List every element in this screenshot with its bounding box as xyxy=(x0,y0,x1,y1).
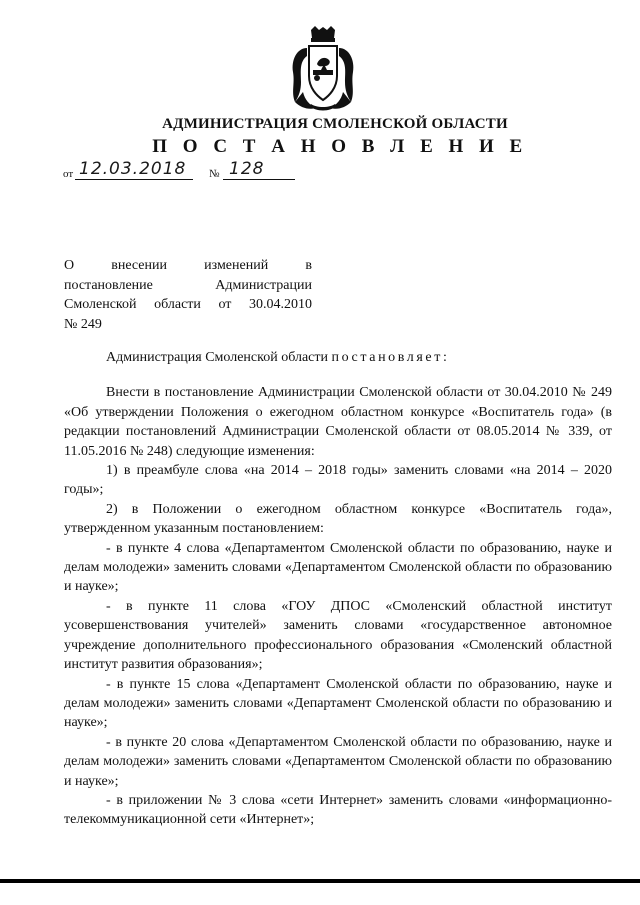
document-type-title: П О С Т А Н О В Л Е Н И Е xyxy=(152,136,528,157)
subject-word: постановление xyxy=(64,277,153,293)
body-paragraph: - в пункте 4 слова «Департаментом Смоленской области по образованию, науке и делам молодежи» заменить словами «Департаментом Смоленской области по образованию и науке»; xyxy=(64,540,612,595)
subject-line xyxy=(64,256,312,276)
registration-line xyxy=(63,159,303,186)
subject-word: области xyxy=(154,297,201,312)
body-paragraph: Внести в постановление Администрации Смоленской области от 30.04.2010 № 249 «Об утверждении Положения о ежегодном областном конкурсе «Воспитатель года» (в редакции постановлений Администрации Смоленской области от 08.05.2014 № 339, от 11.05.2016 № 248) следующие изменения: xyxy=(64,385,612,459)
intro-prefix: Администрация Смоленской области xyxy=(106,350,329,365)
subject-word: от xyxy=(218,297,232,312)
body-paragraph: 2) в Положении о ежегодном областном конкурсе «Воспитатель года», утвержденном указанным постановлением: xyxy=(64,501,612,537)
intro-spaced-word: постановляет: xyxy=(331,350,450,365)
number-underline xyxy=(223,179,295,180)
subject-line xyxy=(64,276,312,296)
subject-word: Смоленской xyxy=(64,297,137,312)
organization-name: АДМИНИСТРАЦИЯ СМОЛЕНСКОЙ ОБЛАСТИ xyxy=(162,116,508,132)
body-paragraph: - в приложении № 3 слова «сети Интернет» заменить словами «информационно-телекоммуникационной сети «Интернет»; xyxy=(64,792,612,828)
date-prefix: от xyxy=(63,168,74,180)
subject-block xyxy=(64,256,312,334)
smolensk-coat-of-arms-icon xyxy=(289,26,357,112)
subject-word: 30.04.2010 xyxy=(249,297,312,312)
subject-word: Администрации xyxy=(215,277,312,293)
body-paragraph: - в пункте 20 слова «Департаментом Смоленской области по образованию, науке и делам молодежи» заменить словами «Департаментом Смоленской области по образованию и науке»; xyxy=(64,734,612,789)
resolution-intro xyxy=(64,348,612,367)
date-value: 12.03.2018 xyxy=(79,159,187,179)
subject-word: в xyxy=(305,258,312,273)
subject-word: внесении xyxy=(111,258,167,273)
document-body xyxy=(64,348,612,830)
body-paragraph: - в пункте 15 слова «Департамент Смоленской области по образованию, науке и делам молодежи» заменить словами «Департамент Смоленской области по образованию и науке»; xyxy=(64,676,612,731)
body-paragraph: 1) в преамбуле слова «на 2014 – 2018 годы» заменить словами «на 2014 – 2020 годы»; xyxy=(64,463,612,498)
subject-line: № 249 xyxy=(64,316,102,332)
subject-word: изменений xyxy=(204,258,269,273)
number-value: 128 xyxy=(229,159,265,179)
scan-bottom-edge xyxy=(0,879,640,883)
number-prefix: № xyxy=(209,168,220,180)
body-paragraph: - в пункте 11 слова «ГОУ ДПОС «Смоленский областной институт усовершенствования учителей» заменить словами «государственное автономное учреждение дополнительного профессионального образования «Смоленский областной институт развития образования»; xyxy=(64,598,612,673)
subject-line xyxy=(64,295,312,315)
date-underline xyxy=(75,179,193,180)
subject-word: О xyxy=(64,258,75,273)
